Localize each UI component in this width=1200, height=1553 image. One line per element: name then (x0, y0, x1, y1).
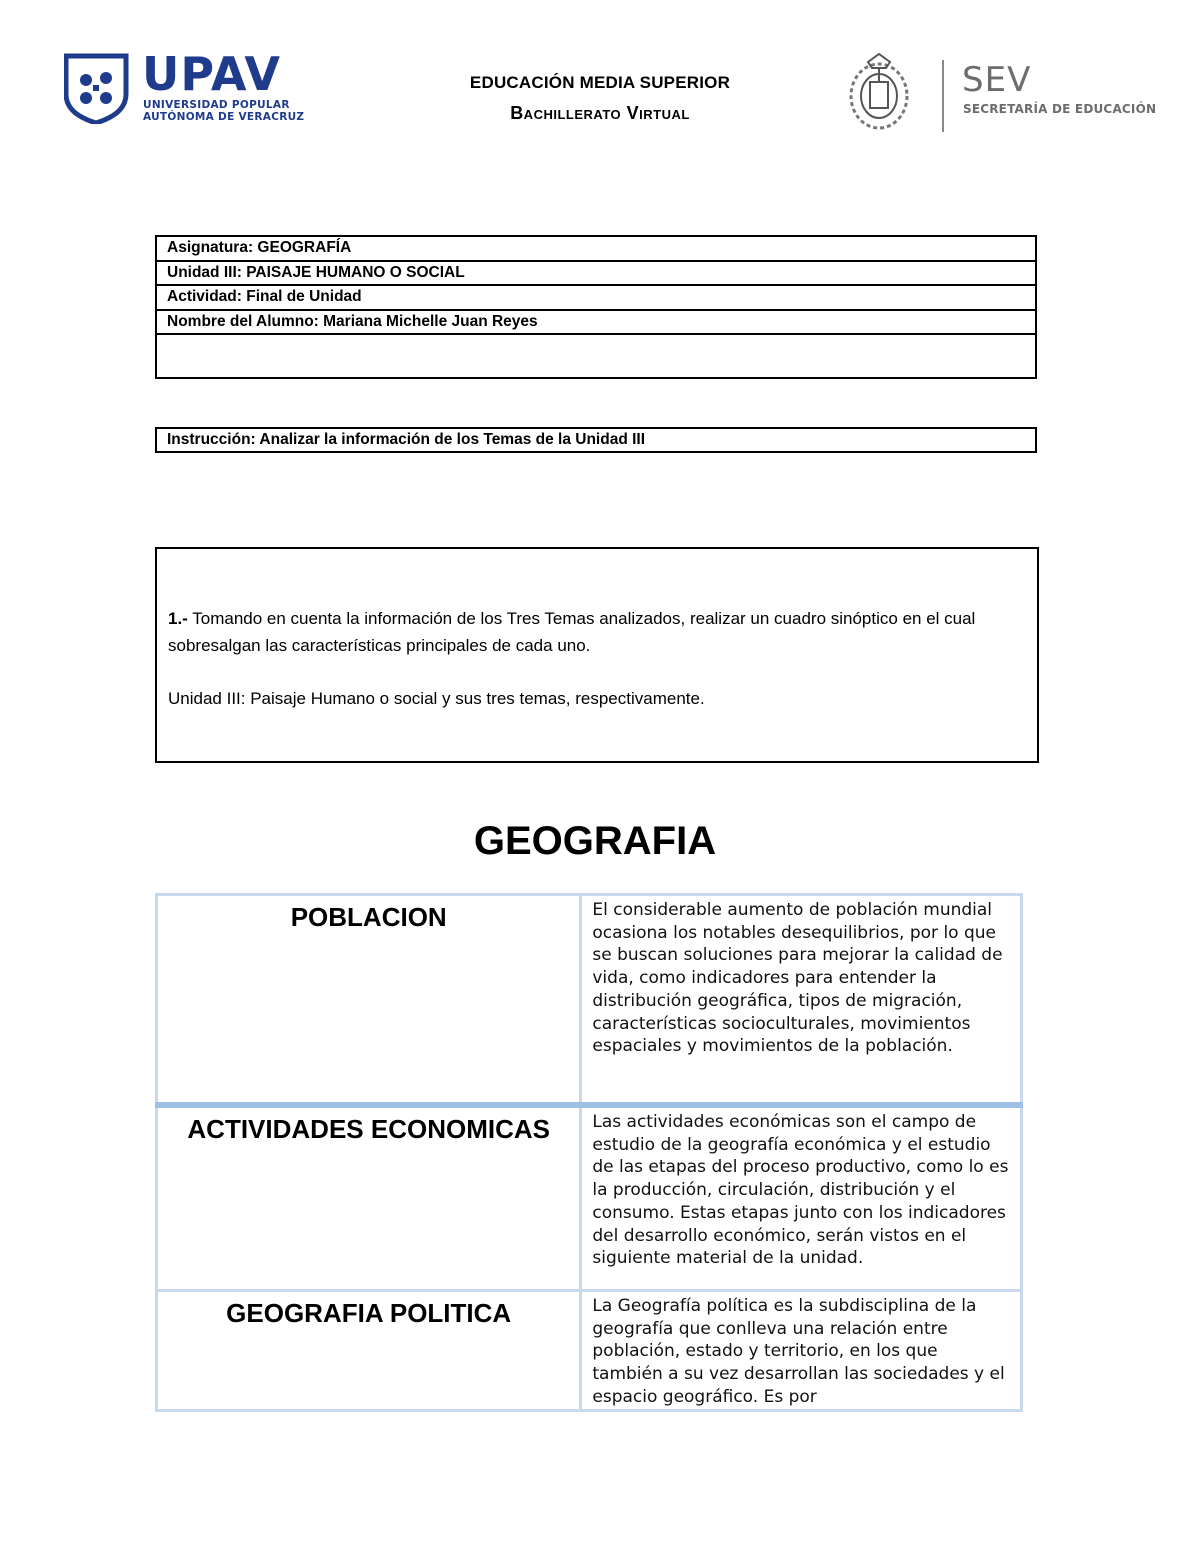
row-label-geografia-politica: GEOGRAFIA POLITICA (226, 1298, 512, 1328)
page-title: GEOGRAFIA (473, 819, 717, 863)
table-row (157, 1291, 1022, 1411)
info-alumno: Nombre del Alumno: Mariana Michelle Juan Reyes (157, 311, 1035, 336)
task-text: 1.- Tomando en cuenta la información de los Tres Temas analizados, realizar un cuadro sinóptico en el cual sobresalgan las características principales de cada uno. (168, 609, 976, 655)
row-label-actividades: ACTIVIDADES ECONOMICAS (187, 1114, 550, 1144)
info-unidad: Unidad III: PAISAJE HUMANO O SOCIAL (157, 262, 1035, 287)
header-title-line1: EDUCACIÓN MEDIA SUPERIOR (469, 73, 731, 92)
synoptic-table (155, 893, 1023, 1412)
table-row (157, 895, 1022, 1106)
sev-logo-text: SEV (962, 60, 1032, 100)
header-title (400, 72, 800, 126)
task-number: 1.- (168, 609, 188, 628)
row-text-poblacion: El considerable aumento de población mundial ocasiona los notables desequilibrios, por lo que se buscan soluciones para mejorar la calidad de vida, como indicadores para entender la distribución geográfica, tipos de migración, características socioculturales, movimientos espaciales y movimientos de la población. (581, 895, 1022, 1106)
task-unit: Unidad III: Paisaje Humano o social y sus tres temas, respectivamente. (168, 689, 705, 708)
task-box (155, 547, 1039, 763)
page-header (0, 0, 1200, 150)
sev-divider (942, 60, 944, 132)
row-text-actividades: Las actividades económicas son el campo de estudio de la geografía económica y el estudio de las etapas del proceso productivo, como lo es la producción, circulación, distribución y el consumo. Estas etapas junto con los indicadores del desarrollo económico, serán vistos en el siguiente material de la unidad. (581, 1105, 1022, 1291)
table-row (157, 1105, 1022, 1291)
instruction-box: Instrucción: Analizar la información de los Temas de la Unidad III (155, 427, 1037, 453)
upav-subtitle: UNIVERSIDAD POPULAR AUTÓNOMA DE VERACRUZ (143, 99, 305, 123)
info-actividad: Actividad: Final de Unidad (157, 286, 1035, 311)
row-text-geografia-politica: La Geografía política es la subdisciplina de la geografía que conlleva una relación entre población, estado y territorio, en los que también a su vez desarrollan las sociedades y el espacio geográfico. Es por (581, 1291, 1022, 1411)
row-label-poblacion: POBLACION (290, 902, 447, 932)
upav-logo-text: UPAV (142, 47, 281, 101)
info-empty-row (157, 335, 1035, 377)
sev-subtitle: SECRETARÍA DE EDUCACIÓN (963, 102, 1157, 116)
student-info-table (155, 235, 1037, 379)
info-asignatura: Asignatura: GEOGRAFÍA (157, 237, 1035, 262)
header-title-line2: Bachillerato Virtual (510, 103, 690, 123)
veracruz-seal-icon (846, 52, 912, 132)
